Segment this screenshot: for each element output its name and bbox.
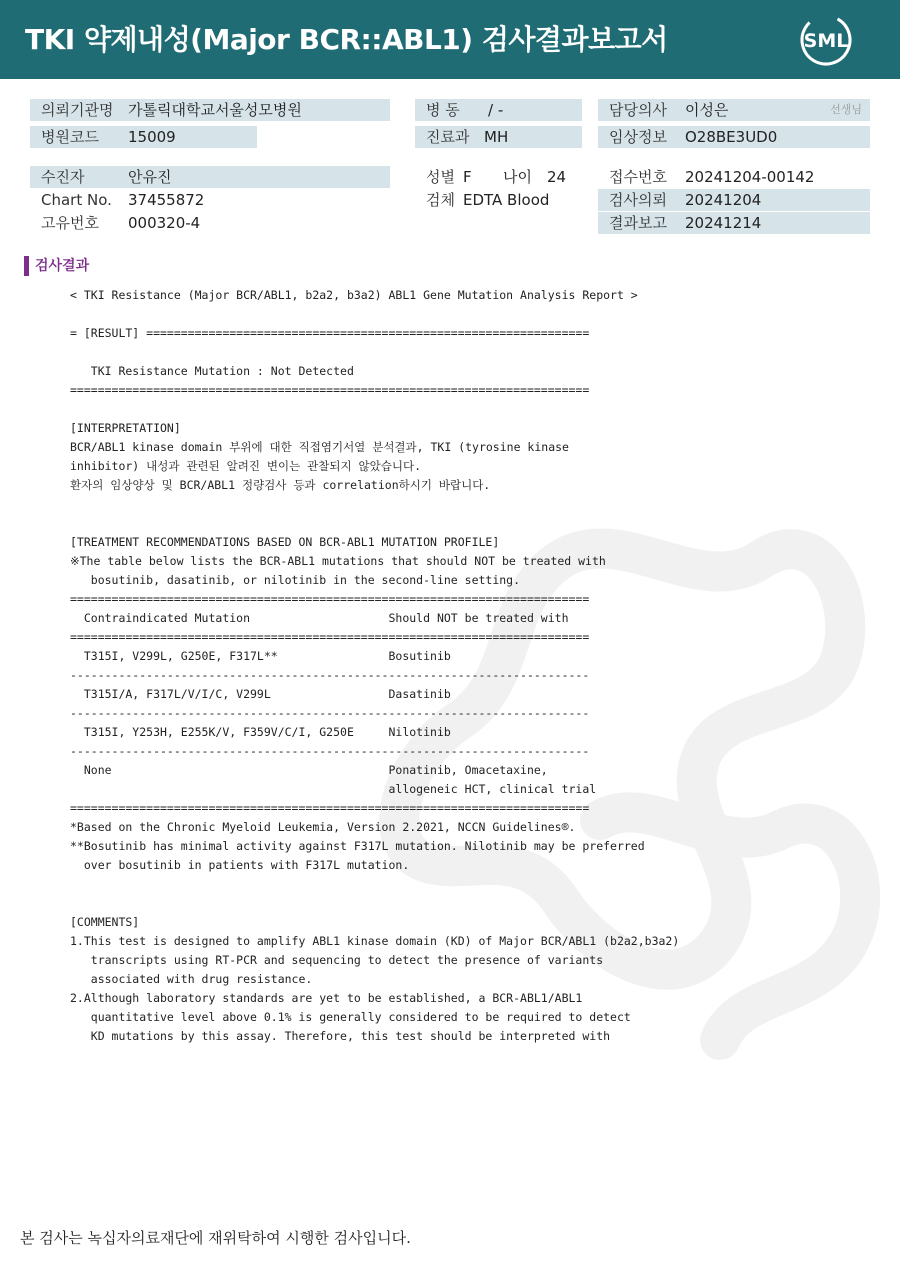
institution-label: 의뢰기관명 [41,101,114,119]
report-line: --------------------------------------------------------------------------- [70,706,590,720]
report-line [70,514,680,533]
age-value: 24 [547,168,567,186]
ward-value: / - [488,101,504,119]
clinical-info-value: O28BE3UD0 [685,128,778,146]
department-value: MH [484,128,509,146]
ward-label: 병 동 [426,101,460,119]
report-line: allogeneic HCT, clinical trial [70,782,597,796]
report-line: *Based on the Chronic Myeloid Leukemia, Version 2.2021, NCCN Guidelines®. [70,820,576,834]
report-line: T315I/A, F317L/V/I/C, V299L Dasatinib [70,687,451,701]
report-line: --------------------------------------------------------------------------- [70,744,590,758]
institution-value: 가톨릭대학교서울성모병원 [128,101,302,119]
report-line: =========================================================================== [70,592,590,606]
report-line: **Bosutinib has minimal activity against F317L mutation. Nilotinib may be preferred [70,839,645,853]
report-line [70,495,680,514]
logo-text: SML [803,30,849,52]
report-title: TKI 약제내성(Major BCR::ABL1) 검사결과보고서 [25,23,668,56]
chart-no-value: 37455872 [128,191,205,209]
sex-age-field [415,166,585,188]
report-line: None Ponatinib, Omacetaxine, [70,763,548,777]
report-body [70,286,680,1046]
report-header [0,0,900,79]
doctor-label: 담당의사 [609,101,667,119]
report-line: [COMMENTS] [70,915,140,929]
report-line: inhibitor) 내성과 관련된 알려진 변이는 관찰되지 않았습니다. [70,459,421,473]
patient-value: 안유진 [128,168,172,186]
clinical-info-label: 임상정보 [609,128,667,146]
doctor-suffix: 선생님 [830,103,862,116]
sml-logo [798,12,854,68]
report-line [70,875,680,894]
report-line: T315I, Y253H, E255K/V, F359V/C/I, G250E Nilotinib [70,725,451,739]
report-line: < TKI Resistance (Major BCR/ABL1, b2a2, b3a2) ABL1 Gene Mutation Analysis Report > [70,288,638,302]
ward-field [415,99,582,121]
report-line: 환자의 임상양상 및 BCR/ABL1 정량검사 등과 correlation하시기 바랍니다. [70,478,491,492]
report-line: [TREATMENT RECOMMENDATIONS BASED ON BCR-ABL1 MUTATION PROFILE] [70,535,500,549]
unique-no-value: 000320-4 [128,214,201,232]
doctor-value: 이성은 [685,101,729,119]
clinical-info-field [598,126,870,148]
unique-no-label: 고유번호 [41,214,99,232]
report-line: ※The table below lists the BCR-ABL1 mutations that should NOT be treated with [70,554,606,568]
specimen-label: 검체 [426,191,455,209]
specimen-value: EDTA Blood [463,191,550,209]
report-line: =========================================================================== [70,801,590,815]
request-date-label: 검사의뢰 [609,191,667,209]
report-line: --------------------------------------------------------------------------- [70,668,590,682]
sex-value: F [463,168,472,186]
report-line: quantitative level above 0.1% is generally considered to be required to detect [70,1010,631,1024]
institution-field [30,99,390,121]
hospital-code-value: 15009 [128,128,176,146]
request-date-field [598,189,870,211]
patient-field [30,166,390,188]
report-line: TKI Resistance Mutation : Not Detected [70,364,354,378]
report-line: T315I, V299L, G250E, F317L** Bosutinib [70,649,451,663]
chart-no-field [30,189,390,211]
footer-note: 본 검사는 녹십자의료재단에 재위탁하여 시행한 검사입니다. [20,1229,411,1247]
report-line [70,400,680,419]
section-title-results: 검사결과 [24,256,89,276]
specimen-field [415,189,585,211]
report-line: BCR/ABL1 kinase domain 부위에 대한 직접염기서열 분석결과, TKI (tyrosine kinase [70,440,569,454]
report-line [70,305,680,324]
report-line: over bosutinib in patients with F317L mutation. [70,858,410,872]
report-date-label: 결과보고 [609,214,667,232]
report-line: = [RESULT] ================================================================ [70,326,590,340]
sex-label: 성별 [426,168,455,186]
report-line [70,343,680,362]
report-line: =========================================================================== [70,630,590,644]
report-line: 2.Although laboratory standards are yet to be established, a BCR-ABL1/ABL1 [70,991,583,1005]
unique-no-field [30,212,390,234]
age-label: 나이 [503,168,532,186]
receipt-no-value: 20241204-00142 [685,168,815,186]
department-label: 진료과 [426,128,470,146]
hospital-code-label: 병원코드 [41,128,99,146]
report-line: associated with drug resistance. [70,972,313,986]
report-line: 1.This test is designed to amplify ABL1 kinase domain (KD) of Major BCR/ABL1 (b2a2,b3a2) [70,934,680,948]
report-line: =========================================================================== [70,383,590,397]
report-line: [INTERPRETATION] [70,421,181,435]
request-date-value: 20241204 [685,191,762,209]
receipt-no-label: 접수번호 [609,168,667,186]
report-line [70,894,680,913]
receipt-no-field [598,166,870,188]
report-line: transcripts using RT-PCR and sequencing to detect the presence of variants [70,953,604,967]
report-line: Contraindicated Mutation Should NOT be treated with [70,611,569,625]
chart-no-label: Chart No. [41,191,112,209]
report-line: KD mutations by this assay. Therefore, this test should be interpreted with [70,1029,611,1043]
report-date-field [598,212,870,234]
patient-label: 수진자 [41,168,85,186]
hospital-code-field [30,126,257,148]
department-field [415,126,582,148]
report-date-value: 20241214 [685,214,762,232]
doctor-field [598,99,870,121]
report-line: bosutinib, dasatinib, or nilotinib in the second-line setting. [70,573,521,587]
